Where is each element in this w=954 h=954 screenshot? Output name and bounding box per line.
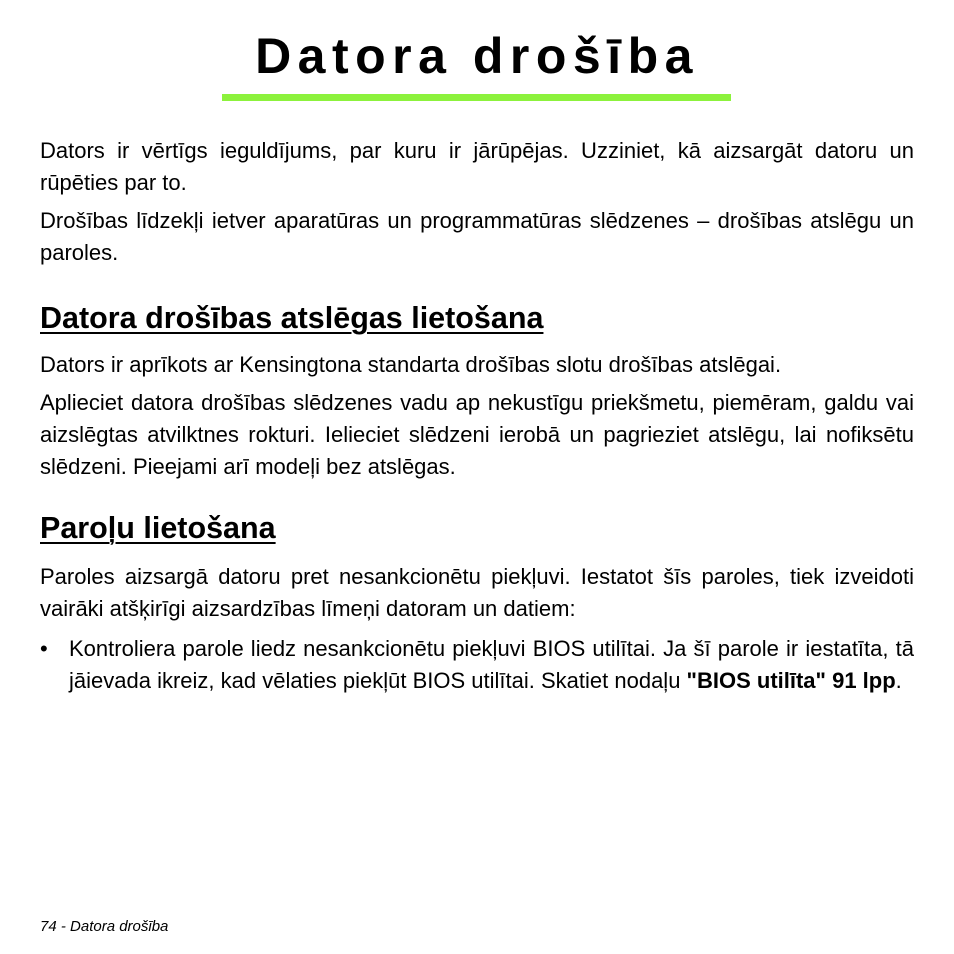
document-content (40, 135, 914, 697)
page-title: Datora drošība (255, 28, 699, 84)
bullet-suffix: . (895, 668, 902, 693)
bios-utility-reference-link[interactable]: "BIOS utilīta" 91 lpp (686, 668, 896, 693)
intro-paragraph-2: Drošības līdzekļi ietver aparatūras un programmatūras slēdzenes – drošības atslēgu un paroles. (40, 208, 914, 265)
bullet-text: Kontroliera parole liedz nesankcionētu piekļuvi BIOS utilītai. Ja šī parole ir iestatīta, tā jāievada ikreiz, kad vēlaties piekļūt BIOS utilītai. Skatiet nodaļu (69, 636, 914, 693)
title-underline-bar (222, 94, 731, 101)
lock-paragraph-2: Aplieciet datora drošības slēdzenes vadu ap nekustīgu priekšmetu, piemēram, galdu vai aizslēgtas atvilktnes rokturi. Ielieciet slēdzeni ierobā un pagrieziet atslēgu, lai nofiksētu slēdzeni. Pieejami arī modeļi bez atslēgas. (40, 390, 914, 479)
page-footer: 74 - Datora drošība (40, 918, 169, 935)
intro-paragraph-1: Dators ir vērtīgs ieguldījums, par kuru ir jārūpējas. Uzziniet, kā aizsargāt datoru un rūpēties par to. (40, 138, 914, 195)
document-page (40, 0, 914, 954)
passwords-bullet-list (40, 633, 914, 697)
passwords-paragraph-1: Paroles aizsargā datoru pret nesankcionētu piekļuvi. Iestatot šīs paroles, tiek izveidoti vairāki atšķirīgi aizsardzības līmeņi datoram un datiem: (40, 564, 914, 621)
section-heading-lock: Datora drošības atslēgas lietošana (40, 301, 544, 335)
lock-paragraph-1: Dators ir aprīkots ar Kensingtona standarta drošības slotu drošības atslēgai. (40, 352, 782, 377)
bullet-item (40, 633, 914, 697)
section-heading-passwords: Paroļu lietošana (40, 511, 276, 545)
bullet-marker: • (40, 636, 48, 661)
